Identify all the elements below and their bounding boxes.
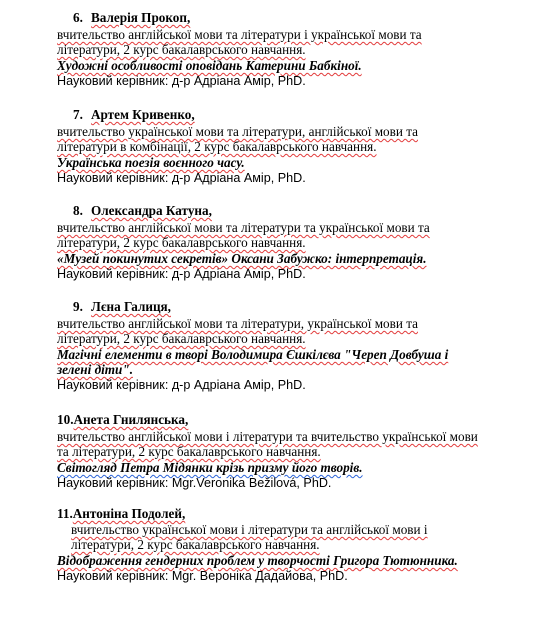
student-name: Анета Гнилянська, xyxy=(73,412,189,427)
student-name: Антоніна Подолей, xyxy=(72,506,186,521)
thesis-title: Світогляд Петра Мідянки крізь призму його творів. xyxy=(57,460,363,475)
program-line-1: вчительство української мови і літератури та англійської мови і xyxy=(71,522,428,537)
supervisor-line: Науковий керівник: д-р Адріана Амір, PhD. xyxy=(57,171,306,185)
thesis-title: «Музей покинутих секретів» Оксани Забужко: інтерпретація. xyxy=(57,251,427,266)
program-line-1: вчительство англійської мови та літератури та української мови та xyxy=(57,220,430,235)
program-line-2: літератури, 2 курс бакалаврського навчання. xyxy=(57,42,306,57)
supervisor-line: Науковий керівник: д-р Адріана Амір, PhD. xyxy=(57,267,306,281)
entry-number: 8. xyxy=(73,203,83,218)
thesis-title: Відображення гендерних проблем у творчості Григора Тютюнника. xyxy=(57,553,458,568)
supervisor-line: Науковий керівник: Mgr.Veronika Bežilová, PhD. xyxy=(57,476,332,490)
student-name: Валерія Прокоп, xyxy=(91,10,191,25)
entry-heading xyxy=(57,506,185,521)
entry-heading xyxy=(57,412,188,427)
entry-number: 6. xyxy=(73,10,83,25)
program-line-2: літератури, 2 курс бакалаврського навчання. xyxy=(71,537,320,552)
thesis-title-line-1: Магічні елементи в творі Володимира Єшкілєва "Череп Довбуша і xyxy=(57,347,449,362)
supervisor-line: Науковий керівник: д-р Адріана Амір, PhD. xyxy=(57,74,306,88)
entry-heading xyxy=(73,107,195,122)
thesis-title: Художні особливості оповідань Катерини Бабкіної. xyxy=(57,58,362,73)
entry-number: 9. xyxy=(73,299,83,314)
supervisor-line: Науковий керівник: Mgr. Вероніка Дадайова, PhD. xyxy=(57,569,348,583)
program-line-1: вчительство англійської мови і літератури та вчительство української мови xyxy=(57,429,478,444)
entry-number: 11. xyxy=(57,506,73,521)
entry-heading xyxy=(73,203,212,218)
entry-number: 7. xyxy=(73,107,83,122)
student-name: Артем Кривенко, xyxy=(91,107,195,122)
student-name: Лєна Галиця, xyxy=(91,299,171,314)
thesis-title: Українська поезія воєнного часу. xyxy=(57,155,245,170)
entry-number: 10. xyxy=(57,412,74,427)
student-name: Олександра Катуна, xyxy=(91,203,212,218)
program-line-1: вчительство англійської мови та літератури і української мови та xyxy=(57,27,422,42)
program-line-1: вчительство української мови та літератури, англійської мови та xyxy=(57,124,418,139)
program-line-2: та літератури, 2 курс бакалаврського навчання. xyxy=(57,444,321,459)
thesis-title-line-2: зелені діти". xyxy=(57,362,133,377)
entry-heading xyxy=(73,299,171,314)
program-line-2: літератури, 2 курс бакалаврського навчання. xyxy=(57,235,306,250)
program-line-2: літератури в комбінації, 2 курс бакалаврського навчання. xyxy=(57,139,377,154)
program-line-1: вчительство англійської мови та літератури, української мови та xyxy=(57,316,418,331)
entry-heading xyxy=(73,10,190,25)
program-line-2: літератури, 2 курс бакалаврського навчання. xyxy=(57,331,306,346)
supervisor-line: Науковий керівник: д-р Адріана Амір, PhD. xyxy=(57,378,306,392)
